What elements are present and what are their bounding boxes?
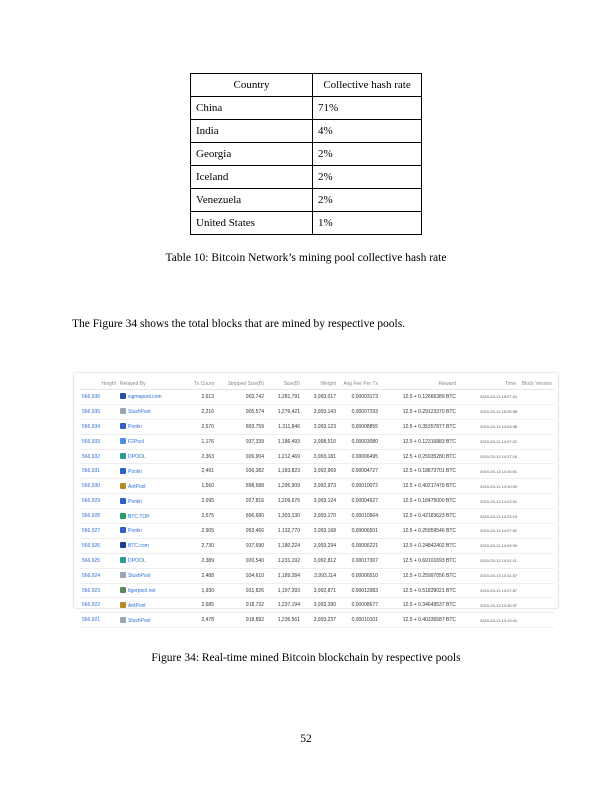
pool-name: DPOOL	[128, 558, 146, 565]
country-cell: Georgia	[191, 143, 313, 166]
pool-name: sigmapool.com	[128, 394, 162, 401]
weight-cell: 3,993,390	[302, 598, 338, 613]
page-number: 52	[300, 733, 312, 745]
block-version-cell	[518, 538, 554, 553]
country-cell: Iceland	[191, 166, 313, 189]
country-cell: United States	[191, 212, 313, 235]
tx-count-cell: 2,613	[176, 390, 216, 405]
block-row	[80, 494, 554, 509]
pool-name: Poolin	[128, 468, 142, 475]
hash-rate-cell: 2%	[313, 166, 422, 189]
reward-cell: 12.5 + 0.25997056 BTC	[380, 568, 458, 583]
block-version-cell	[518, 583, 554, 598]
size-cell: 1,276,421	[266, 404, 302, 419]
stripped-size-cell: 898,688	[216, 479, 266, 494]
block-version-cell	[518, 404, 554, 419]
column-header-relayed-by[interactable]: Relayed By	[118, 378, 176, 390]
size-cell: 1,281,791	[266, 390, 302, 405]
pool-logo-icon	[120, 602, 126, 608]
pool-name: DPOOL	[128, 454, 146, 460]
pool-name: SlushPool	[128, 409, 151, 416]
pool-logo-icon	[120, 468, 126, 474]
country-cell: China	[191, 97, 313, 120]
avg-fee-cell: 0.00007293	[338, 404, 380, 419]
tx-count-cell: 2,570	[176, 419, 216, 434]
avg-fee-cell: 0.00006501	[338, 524, 380, 539]
pool-logo-icon	[120, 513, 126, 519]
block-row	[80, 568, 554, 583]
block-height-link[interactable]: 566,928	[80, 509, 118, 524]
column-header-reward[interactable]: Reward	[380, 378, 458, 390]
pool-logo-icon	[120, 408, 126, 414]
tx-count-cell: 2,478	[176, 613, 216, 628]
avg-fee-cell: 0.00010101	[338, 613, 380, 628]
column-header-time[interactable]: Time	[458, 378, 518, 390]
avg-fee-cell: 0.00006495	[338, 449, 380, 464]
time-cell: 2019-03-13 14:53:38	[458, 419, 518, 434]
block-version-cell	[518, 464, 554, 479]
block-row	[80, 449, 554, 464]
time-cell: 2019-03-13 14:01:11	[458, 553, 518, 568]
block-row	[80, 404, 554, 419]
weight-cell: 3,993,294	[302, 538, 338, 553]
size-cell: 1,236,561	[266, 613, 302, 628]
relayed-by-link[interactable]	[118, 390, 176, 405]
tx-count-cell: 2,488	[176, 568, 216, 583]
relayed-by-link[interactable]	[118, 494, 176, 509]
relayed-by-link[interactable]	[118, 524, 176, 539]
tx-count-cell: 2,685	[176, 598, 216, 613]
pool-logo-icon	[120, 483, 126, 489]
avg-fee-cell: 0.00008677	[338, 598, 380, 613]
column-header-avg-fee[interactable]: Avg Fee Per Tx	[338, 378, 380, 390]
block-height-link[interactable]: 566,923	[80, 583, 118, 598]
size-cell: 1,180,224	[266, 538, 302, 553]
table-row	[191, 189, 422, 212]
time-cell: 2019-03-13 14:23:51	[458, 494, 518, 509]
stripped-size-cell: 903,742	[216, 390, 266, 405]
block-version-cell	[518, 494, 554, 509]
table-caption: Table 10: Bitcoin Network’s mining pool collective hash rate	[165, 252, 447, 264]
pool-logo-icon	[120, 542, 126, 548]
block-version-cell	[518, 598, 554, 613]
weight-cell: 3,998,510	[302, 434, 338, 449]
relayed-by-link[interactable]	[118, 479, 176, 494]
pool-name: Poolin	[128, 528, 142, 535]
size-cell: 1,197,393	[266, 583, 302, 598]
body-paragraph: The Figure 34 shows the total blocks that are mined by respective pools.	[72, 318, 406, 330]
time-cell: 2019-03-13 14:37:22	[458, 434, 518, 449]
reward-cell: 12.5 + 0.40336587 BTC	[380, 613, 458, 628]
stripped-size-cell: 918,732	[216, 598, 266, 613]
weight-cell: 3,993,017	[302, 390, 338, 405]
tx-count-cell: 2,730	[176, 538, 216, 553]
pool-name: AntPool	[128, 483, 146, 490]
table-row	[191, 143, 422, 166]
pool-logo-icon	[120, 557, 126, 563]
tx-count-cell: 2,216	[176, 404, 216, 419]
block-version-cell	[518, 553, 554, 568]
relayed-by-link[interactable]	[118, 538, 176, 553]
time-cell: 2019-03-13 14:30:09	[458, 479, 518, 494]
reward-cell: 12.5 + 0.34649537 BTC	[380, 598, 458, 613]
avg-fee-cell: 0.00004727	[338, 464, 380, 479]
reward-cell: 12.5 + 0.42183623 BTC	[380, 509, 458, 524]
pool-name: tigerpool.net	[128, 588, 156, 595]
figure-caption: Figure 34: Real-time mined Bitcoin blockchain by respective pools	[151, 652, 461, 664]
weight-cell: 3,993,181	[302, 449, 338, 464]
block-height-link[interactable]: 566,932	[80, 449, 118, 464]
column-header-size[interactable]: Size(B)	[266, 378, 302, 390]
block-version-cell	[518, 434, 554, 449]
size-cell: 1,303,130	[266, 509, 302, 524]
block-row	[80, 479, 554, 494]
relayed-by-link[interactable]	[118, 583, 176, 598]
time-cell: 2019-03-13 14:03:09	[458, 538, 518, 553]
hash-rate-cell: 4%	[313, 120, 422, 143]
relayed-by-link[interactable]	[118, 434, 176, 449]
relayed-by-link[interactable]	[118, 598, 176, 613]
avg-fee-cell: 0.00003080	[338, 434, 380, 449]
pool-logo-icon	[120, 498, 126, 504]
time-cell: 2019-03-13 13:30:37	[458, 598, 518, 613]
tx-count-cell: 1,560	[176, 479, 216, 494]
pool-logo-icon	[120, 453, 126, 459]
hash-rate-cell: 71%	[313, 97, 422, 120]
weight-cell: 3,993,114	[302, 568, 338, 583]
block-version-cell	[518, 390, 554, 405]
avg-fee-cell: 0.00017307	[338, 553, 380, 568]
block-height-link[interactable]: 566,936	[80, 390, 118, 405]
avg-fee-cell: 0.00008855	[338, 419, 380, 434]
stripped-size-cell: 926,904	[216, 449, 266, 464]
stripped-size-cell: 927,816	[216, 494, 266, 509]
pool-logo-icon	[120, 617, 126, 623]
blocks-screenshot	[74, 373, 558, 624]
block-height-link[interactable]: 566,926	[80, 538, 118, 553]
relayed-by-link[interactable]	[118, 553, 176, 568]
block-row	[80, 434, 554, 449]
block-row	[80, 553, 554, 568]
avg-fee-cell: 0.00004627	[338, 494, 380, 509]
reward-cell: 12.5 + 0.51839021 BTC	[380, 583, 458, 598]
avg-fee-cell: 0.00010072	[338, 479, 380, 494]
relayed-by-link[interactable]	[118, 419, 176, 434]
reward-cell: 12.5 + 0.18873701 BTC	[380, 464, 458, 479]
size-cell: 1,311,846	[266, 419, 302, 434]
pool-name: SlushPool	[128, 617, 151, 624]
weight-cell: 3,992,973	[302, 479, 338, 494]
size-cell: 1,209,676	[266, 494, 302, 509]
stripped-size-cell: 896,680	[216, 509, 266, 524]
relayed-by-link[interactable]	[118, 464, 176, 479]
block-height-link[interactable]: 566,935	[80, 404, 118, 419]
size-cell: 1,231,192	[266, 553, 302, 568]
block-row	[80, 390, 554, 405]
block-version-cell	[518, 419, 554, 434]
block-row	[80, 524, 554, 539]
table-row	[191, 166, 422, 189]
pool-name: F2Pool	[128, 439, 144, 446]
tx-count-cell: 2,389	[176, 553, 216, 568]
reward-cell: 12.5 + 0.40217479 BTC	[380, 479, 458, 494]
pool-name: BTC.com	[128, 543, 149, 550]
country-cell: India	[191, 120, 313, 143]
hash-rate-cell: 2%	[313, 189, 422, 212]
size-cell: 1,186,493	[266, 434, 302, 449]
reward-cell: 12.5 + 0.35357877 BTC	[380, 419, 458, 434]
tx-count-cell: 2,575	[176, 509, 216, 524]
table-header-row	[191, 74, 422, 97]
block-row	[80, 419, 554, 434]
block-height-link[interactable]: 566,934	[80, 419, 118, 434]
stripped-size-cell: 934,610	[216, 568, 266, 583]
pool-name: SlushPool	[128, 573, 151, 580]
reward-cell: 12.5 + 0.69101693 BTC	[380, 553, 458, 568]
table-row	[191, 120, 422, 143]
table-row	[191, 212, 422, 235]
block-row	[80, 598, 554, 613]
block-height-link[interactable]: 566,924	[80, 568, 118, 583]
stripped-size-cell: 918,892	[216, 613, 266, 628]
block-row	[80, 509, 554, 524]
time-cell: 2019-03-13 14:23:19	[458, 509, 518, 524]
hash-rate-table	[190, 73, 422, 235]
block-version-cell	[518, 479, 554, 494]
table-row	[191, 97, 422, 120]
size-cell: 1,212,469	[266, 449, 302, 464]
time-cell: 2019-03-13 13:37:57	[458, 583, 518, 598]
stripped-size-cell: 893,759	[216, 419, 266, 434]
column-header-tx-count[interactable]: Tx Count	[176, 378, 216, 390]
block-row	[80, 464, 554, 479]
size-cell: 1,189,284	[266, 568, 302, 583]
relayed-by-link[interactable]	[118, 449, 176, 464]
pool-logo-icon	[120, 527, 126, 533]
pool-name: AntPool	[128, 602, 146, 609]
avg-fee-cell: 0.00006221	[338, 538, 380, 553]
stripped-size-cell: 936,382	[216, 464, 266, 479]
weight-cell: 3,992,812	[302, 553, 338, 568]
blocks-table	[80, 378, 554, 628]
pool-logo-icon	[120, 393, 126, 399]
tx-count-cell: 2,905	[176, 524, 216, 539]
pool-logo-icon	[120, 423, 126, 429]
pool-logo-icon	[120, 438, 126, 444]
block-height-link[interactable]: 566,929	[80, 494, 118, 509]
weight-cell: 3,992,871	[302, 583, 338, 598]
block-version-cell	[518, 509, 554, 524]
avg-fee-cell: 0.00006510	[338, 568, 380, 583]
time-cell: 2019-03-13 14:07:52	[458, 524, 518, 539]
time-cell: 2019-03-13 14:37:16	[458, 449, 518, 464]
column-header-hash-rate: Collective hash rate	[313, 74, 422, 97]
weight-cell: 3,993,124	[302, 494, 338, 509]
hash-rate-cell: 2%	[313, 143, 422, 166]
block-height-link[interactable]: 566,921	[80, 613, 118, 628]
size-cell: 1,296,909	[266, 479, 302, 494]
weight-cell: 3,992,969	[302, 464, 338, 479]
pool-logo-icon	[120, 587, 126, 593]
relayed-by-link[interactable]	[118, 568, 176, 583]
blocks-header-row	[80, 378, 554, 390]
reward-cell: 12.5 + 0.24842402 BTC	[380, 538, 458, 553]
time-cell: 2019-03-13 13:41:57	[458, 568, 518, 583]
weight-cell: 3,993,143	[302, 404, 338, 419]
block-height-link[interactable]: 566,922	[80, 598, 118, 613]
time-cell: 2019-03-13 14:30:51	[458, 464, 518, 479]
column-header-height[interactable]: Height	[80, 378, 118, 390]
stripped-size-cell: 905,574	[216, 404, 266, 419]
reward-cell: 12.5 + 0.18475000 BTC	[380, 494, 458, 509]
relayed-by-link[interactable]	[118, 404, 176, 419]
block-version-cell	[518, 449, 554, 464]
hash-rate-cell: 1%	[313, 212, 422, 235]
country-cell: Venezuela	[191, 189, 313, 212]
size-cell: 1,183,823	[266, 464, 302, 479]
size-cell: 1,237,194	[266, 598, 302, 613]
avg-fee-cell: 0.00003173	[338, 390, 380, 405]
block-height-link[interactable]: 566,933	[80, 434, 118, 449]
reward-cell: 12.5 + 0.29123370 BTC	[380, 404, 458, 419]
weight-cell: 3,993,170	[302, 509, 338, 524]
stripped-size-cell: 937,690	[216, 538, 266, 553]
block-version-cell	[518, 613, 554, 628]
relayed-by-link[interactable]	[118, 613, 176, 628]
size-cell: 1,132,770	[266, 524, 302, 539]
reward-cell: 12.5 + 0.25959546 BTC	[380, 524, 458, 539]
pool-name: BTC.TOP	[128, 513, 150, 520]
time-cell: 2019-03-13 15:05:58	[458, 404, 518, 419]
column-header-block-version[interactable]: Block Version	[518, 378, 554, 390]
block-version-cell	[518, 524, 554, 539]
avg-fee-cell: 0.00012983	[338, 583, 380, 598]
tx-count-cell: 2,095	[176, 494, 216, 509]
tx-count-cell: 1,930	[176, 583, 216, 598]
block-height-link[interactable]: 566,931	[80, 464, 118, 479]
relayed-by-link[interactable]	[118, 509, 176, 524]
block-version-cell	[518, 568, 554, 583]
pool-logo-icon	[120, 572, 126, 578]
block-row	[80, 538, 554, 553]
tx-count-cell: 2,491	[176, 464, 216, 479]
pool-name: Poolin	[128, 498, 142, 505]
tx-count-cell: 1,176	[176, 434, 216, 449]
column-header-weight[interactable]: Weight	[302, 378, 338, 390]
avg-fee-cell: 0.00010564	[338, 509, 380, 524]
stripped-size-cell: 937,339	[216, 434, 266, 449]
weight-cell: 3,993,168	[302, 524, 338, 539]
block-height-link[interactable]: 566,925	[80, 553, 118, 568]
tx-count-cell: 2,363	[176, 449, 216, 464]
block-row	[80, 583, 554, 598]
weight-cell: 3,993,237	[302, 613, 338, 628]
weight-cell: 3,993,123	[302, 419, 338, 434]
pool-name: Poolin	[128, 424, 142, 431]
reward-cell: 12.5 + 0.12316883 BTC	[380, 434, 458, 449]
column-header-country: Country	[191, 74, 313, 97]
time-cell: 2019-03-13 13:19:41	[458, 613, 518, 628]
reward-cell: 12.5 + 0.25935280 BTC	[380, 449, 458, 464]
reward-cell: 12.5 + 0.12666389 BTC	[380, 390, 458, 405]
column-header-stripped-size[interactable]: Stripped Size(B)	[216, 378, 266, 390]
stripped-size-cell: 931,826	[216, 583, 266, 598]
stripped-size-cell: 920,540	[216, 553, 266, 568]
block-height-link[interactable]: 566,927	[80, 524, 118, 539]
block-row	[80, 613, 554, 628]
stripped-size-cell: 953,466	[216, 524, 266, 539]
time-cell: 2019-03-13 15:07:24	[458, 390, 518, 405]
block-height-link[interactable]: 566,930	[80, 479, 118, 494]
